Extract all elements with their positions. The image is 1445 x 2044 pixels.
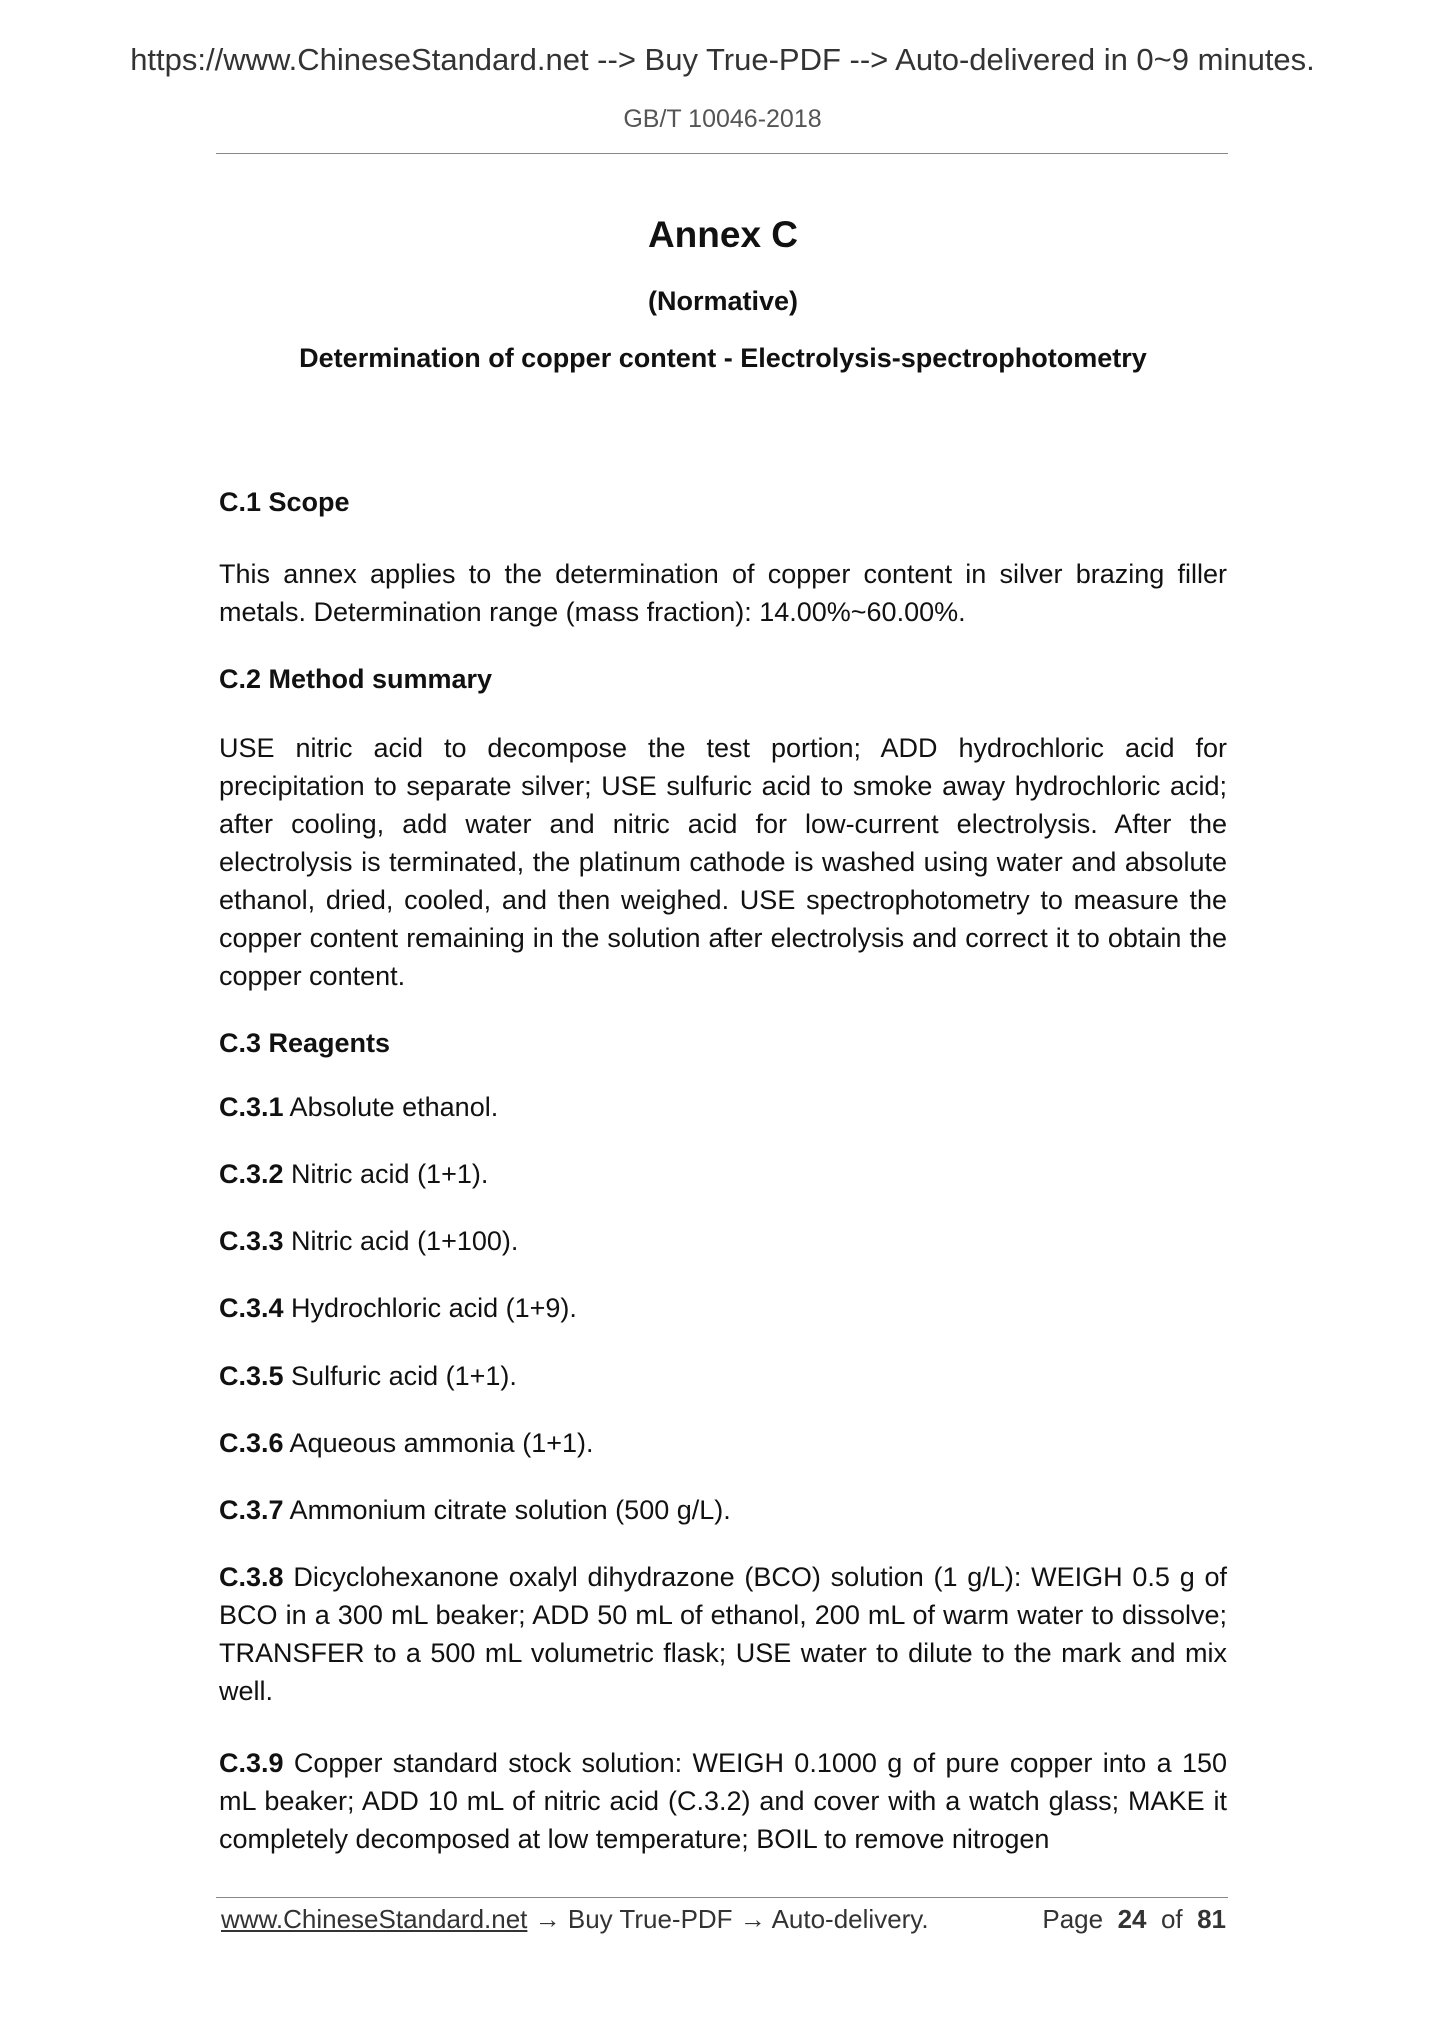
of-label: of — [1160, 1904, 1183, 1934]
reagent-number: C.3.2 — [219, 1159, 284, 1189]
reagent-item — [219, 1222, 1227, 1260]
reagent-item — [219, 1491, 1227, 1529]
reagent-text: Absolute ethanol. — [283, 1092, 499, 1122]
reagent-number: C.3.6 — [219, 1428, 284, 1458]
page-indicator — [1042, 1904, 1226, 1935]
scope-heading: C.1 Scope — [219, 487, 350, 517]
total-pages: 81 — [1197, 1904, 1226, 1934]
reagent-item — [219, 1088, 1227, 1126]
reagent-item — [219, 1357, 1227, 1395]
reagent-item — [219, 1424, 1227, 1462]
reagent-number: C.3.5 — [219, 1361, 284, 1391]
annex-subtitle: Determination of copper content - Electrolysis-spectrophotometry — [299, 343, 1147, 373]
reagent-text: Sulfuric acid (1+1). — [283, 1361, 517, 1391]
reagent-text: Nitric acid (1+1). — [283, 1159, 489, 1189]
footer-link[interactable]: www.ChineseStandard.net — [221, 1904, 528, 1934]
reagents-heading: C.3 Reagents — [219, 1028, 391, 1058]
scope-text: This annex applies to the determination of copper content in silver brazing filler metals. Determination range (mass fraction): 14.00%~60.00%. — [219, 559, 1227, 627]
reagent-item — [219, 1155, 1227, 1193]
page-number: 24 — [1117, 1904, 1147, 1934]
reagent-item — [219, 1289, 1227, 1327]
reagent-number: C.3.9 — [219, 1748, 284, 1778]
footer-left — [221, 1904, 929, 1935]
reagent-number: C.3.4 — [219, 1293, 284, 1323]
reagent-number: C.3.3 — [219, 1226, 284, 1256]
page-content — [219, 0, 1227, 1880]
reagent-item — [219, 1744, 1227, 1858]
reagent-text: Aqueous ammonia (1+1). — [283, 1428, 594, 1458]
document-code: GB/T 10046-2018 — [623, 105, 822, 133]
page-label: Page — [1042, 1904, 1104, 1934]
reagent-number: C.3.1 — [219, 1092, 284, 1122]
method-text: USE nitric acid to decompose the test portion; ADD hydrochloric acid for precipitation to separate silver; USE sulfuric acid to smoke away hydrochloric acid; after cooling, add water and nitric acid for low-current electrolysis. After the electrolysis is terminated, the platinum cathode is washed using water and absolute ethanol, dried, cooled, and then weighed. USE spectrophotometry to measure the copper content remaining in the solution after electrolysis and correct it to obtain the copper content. — [219, 733, 1227, 991]
reagent-text: Hydrochloric acid (1+9). — [283, 1293, 577, 1323]
reagent-number: C.3.7 — [219, 1495, 284, 1525]
annex-title: Annex C — [647, 214, 799, 255]
reagent-text: Nitric acid (1+100). — [283, 1226, 519, 1256]
reagent-text: Ammonium citrate solution (500 g/L). — [283, 1495, 731, 1525]
reagent-number: C.3.8 — [219, 1562, 284, 1592]
footer-text: → Buy True-PDF → Auto-delivery. — [527, 1904, 929, 1934]
top-banner: https://www.ChineseStandard.net --> Buy True-PDF --> Auto-delivered in 0~9 minutes. — [130, 42, 1315, 77]
reagent-text: Dicyclohexanone oxalyl dihydrazone (BCO) solution (1 g/L): WEIGH 0.5 g of BCO in a 300 mL beaker; ADD 50 mL of ethanol, 200 mL of warm water to dissolve; TRANSFER to a 500 mL volumetric flask; USE water to dilute to the mark and mix well. — [219, 1562, 1227, 1706]
annex-type: (Normative) — [647, 286, 799, 316]
footer-divider — [216, 1897, 1228, 1898]
reagent-item — [219, 1558, 1227, 1710]
method-heading: C.2 Method summary — [219, 664, 493, 694]
reagent-text: Copper standard stock solution: WEIGH 0.1000 g of pure copper into a 150 mL beaker; ADD 10 mL of nitric acid (C.3.2) and cover with a watch glass; MAKE it completely decomposed at low temperature; BOIL to remove nitrogen — [219, 1748, 1227, 1854]
